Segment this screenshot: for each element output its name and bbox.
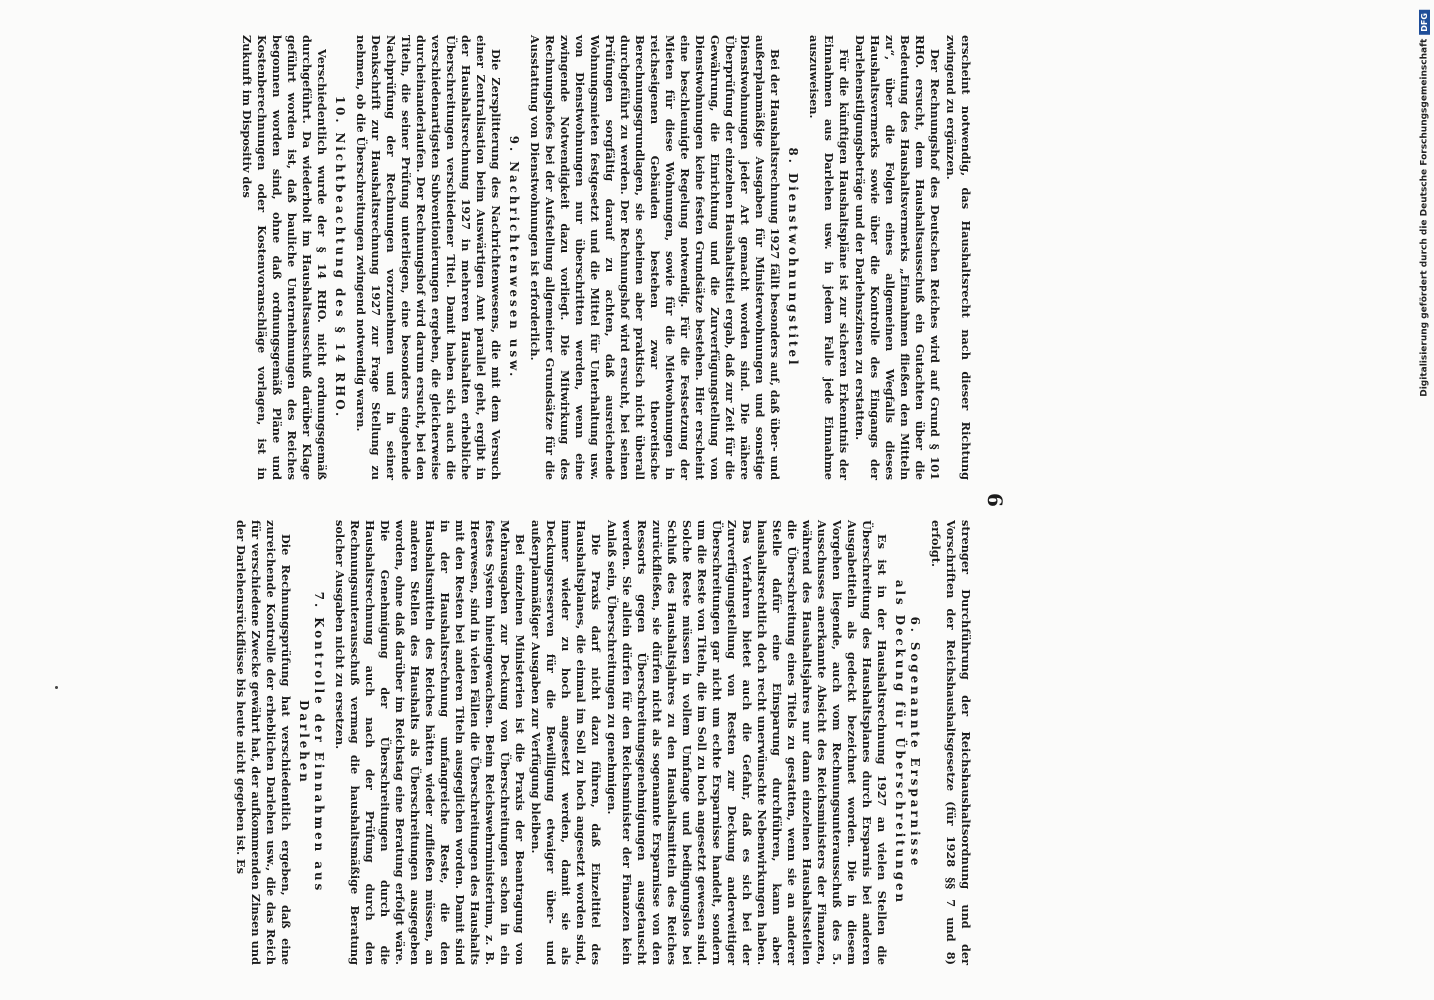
page-number: 6 [983, 493, 1007, 507]
paragraph: Bei der Haushaltsrechnung 1927 fällt besonders auf, daß über- und außerplanmäßige Ausgaben für Ministerwohnungen und sonstige Dienstwohnungen jeder Art gemacht worden sind. Die nähere Überprüfung der einzelnen Haushaltstitel ergab, daß zur Zeit für die Gewährung, die Einrichtung und die Zurverfügungstellung von Dienstwohnungen keine festen Grundsätze bestehen. Hier erscheint eine beschleunigte Regelung notwendig. Für die Festsetzung der Mieten für diese Wohnungen, sowie für die Mietwohnungen in reichseigenen Gebäuden bestehen zwar theoretische Berechnungsgrundlagen, sie scheinen aber praktisch nicht überall durchgeführt zu werden. Der Rechnungshof wird ersucht, bei seinen Prüfungen sorgfältig darauf zu achten, daß ausreichende Wohnungsmieten festgesetzt und die Mittel für Unterhaltung usw. von Dienstwohnungen nur überschritten werden, wenn eine zwingende Notwendigkeit dazu vorliegt. Die Mitwirkung des Rechnungshofes bei der Aufstellung allgemeiner Grundsätze für die Ausstattung von Dienstwohnungen ist erforderlich. [528, 35, 782, 480]
paragraph: erscheint notwendig, das Haushaltsrecht nach dieser Richtung zwingend zu ergänzen. [944, 35, 973, 480]
paragraph: Der Rechnungshof des Deutschen Reiches wird auf Grund § 101 RHO. ersucht, dem Haushaltsausschuß ein Gutachten über die Bedeutung des Haushaltsvermerks „Einnahmen fließen den Mitteln zu“, über die Folgen eines allgemeinen Wegfalls dieses Haushaltsvermerks sowie über die Kontrolle des Eingangs der Darlehenstilgungsbeträge und der Darlehnszinsen zu erstatten. [853, 35, 942, 480]
section-heading-10 [332, 35, 347, 480]
heading-line: 8. Dienstwohnungstitel [786, 147, 800, 368]
section-heading-8 [785, 35, 800, 480]
paragraph: Verschiedentlich wurde der § 14 RHO. nicht ordnungsgemäß durchgeführt. Da wiederholt im Haushaltsausschuß darüber Klage geführt worden ist, daß bauliche Unternehmungen des Reiches begonnen worden sind, ohne daß ordnungsgemäß Pläne und Kostenberechnungen oder Kostenvoranschläge vorlagen, ist in Zukunft im Dispositiv des [240, 35, 329, 480]
rotated-page-content [234, 35, 1007, 965]
section-heading-7 [296, 520, 326, 965]
heading-line: 10. Nichtbeachtung des § 14 RHO. [333, 95, 347, 420]
heading-line: Darlehen [297, 700, 311, 785]
right-column [240, 35, 973, 480]
heading-line: als Deckung für Überschreitungen [893, 579, 907, 906]
paragraph: strenger Durchführung der Reichshaushaltsordnung und der Vorschriften der Reichshaushaltsgesetze (für 1928 §§ 7 und 8) erfolgt. [929, 520, 973, 965]
paragraph: Es ist in der Haushaltsrechnung 1927 an vielen Stellen die Überschreitung des Haushaltsplanes durch Ersparnis bei anderen Ausgabetiteln als gedeckt bezeichnet worden. Die in diesem Vorgehen liegende, auch vom Rechnungsunterausschuß des 5. Ausschusses anerkannte Absicht des Reichsministers der Finanzen, während des Haushaltsjahres nur dann einzelnen Haushaltsstellen die Überschreitung eines Titels zu gestatten, wenn sie an anderer Stelle dafür eine Einsparung durchführen, kann aber haushaltsrechtlich doch recht unerwünschte Nebenwirkungen haben. Das Verfahren bietet auch die Gefahr, daß es sich bei der Zurverfügungstellung von Resten zur Deckung anderweitiger Überschreitungen gar nicht um echte Ersparnisse handelt, sondern um die Reste von Titeln, die im Soll zu hoch angesetzt gewesen sind. Solche Reste müssen in vollem Umfange und bedingungslos bei Schluß des Haushaltsjahres zu den Haushaltsmitteln des Reiches zurückfließen, sie dürfen nicht als sogenannte Ersparnisse von den Ressorts gegen Überschreitungsgenehmigungen ausgetauscht werden. Sie allein dürfen für den Reichsminister der Finanzen kein Anlaß sein, Überschreitungen zu genehmigen. [605, 520, 889, 965]
paragraph: Die Praxis darf nicht dazu führen, daß Einzeltitel des Haushaltsplanes, die einmal im Soll zu hoch angesetzt worden sind, immer wieder zu hoch angesetzt werden, damit sie als Deckungsreserven für die Bewilligung etwaiger über- und außerplanmäßiger Ausgaben zur Verfügung bleiben. [529, 520, 603, 965]
heading-line: 7. Kontrolle der Einnahmen aus [312, 591, 326, 894]
heading-line: 9. Nachrichtenwesen usw. [507, 135, 521, 380]
left-column [234, 520, 973, 965]
heading-line: 6. Sogenannte Ersparnisse [908, 616, 922, 869]
paragraph: Die Zersplitterung des Nachrichtenwesens, die mit dem Versuch einer Zentralisation beim Auswärtigen Amt parallel geht, ergibt in der Haushaltsrechnung 1927 in mehreren Haushalten erhebliche Überschreitungen verschiedener Titel. Damit haben sich auch die verschiedenartigsten Subventionierungen ergeben, die gleicherweise durcheinanderlaufen. Der Rechnungshof wird darum ersucht, bei den Titeln, die seiner Prüfung unterliegen, eine besonders eingehende Nachprüfung der Rechnungen vorzunehmen und in seiner Denkschrift zur Haushaltsrechnung 1927 zur Frage Stellung zu nehmen, ob die Überschreitungen zwingend notwendig waren. [354, 35, 503, 480]
credit-text: Digitalisierung gefördert durch die Deutsche Forschungsgemeinschaft [1419, 38, 1430, 397]
section-heading-6 [892, 520, 922, 965]
paragraph: Bei einzelnen Ministerien ist die Praxis der Beantragung von Mehrausgaben zur Deckung von Überschreitungen schon in ein festes System hineingewachsen. Beim Reichswehrministerium, z. B. Heerwesen, sind in vielen Fällen die Überschreitungen des Haushalts mit den Resten bei anderen Titeln ausgeglichen worden. Damit sind in der Haushaltsrechnung umfangreiche Reste, die den Haushaltsmitteln des Reiches hätten wieder zufließen müssen, an anderen Stellen des Haushalts als Überschreitungen ausgegeben worden, ohne daß darüber im Reichstag eine Beratung erfolgt wäre. Die Genehmigung der Überschreitungen durch die Haushaltsrechnung auch nach der Prüfung durch den Rechnungsunterausschuß vermag die haushaltsmäßige Beratung solcher Ausgaben nicht zu ersetzen. [333, 520, 527, 965]
section-heading-9 [506, 35, 521, 480]
paragraph: Für die künftigen Haushaltspläne ist zur sicheren Erkenntnis der Einnahmen aus Darlehen usw. in jedem Falle jede Einnahme auszuweisen. [807, 35, 851, 480]
paragraph: Die Rechnungsprüfung hat verschiedentlich ergeben, daß eine zureichende Kontrolle der erheblichen Darlehen usw., die das Reich für verschiedene Zwecke gewährt hat, der aufkommenden Zinsen und der Darlehensrückflüsse bis heute nicht gegeben ist. Es [234, 520, 293, 965]
scan-speck [55, 686, 58, 689]
digitization-credit [1419, 10, 1430, 397]
dfg-logo: DFG [1419, 10, 1430, 35]
